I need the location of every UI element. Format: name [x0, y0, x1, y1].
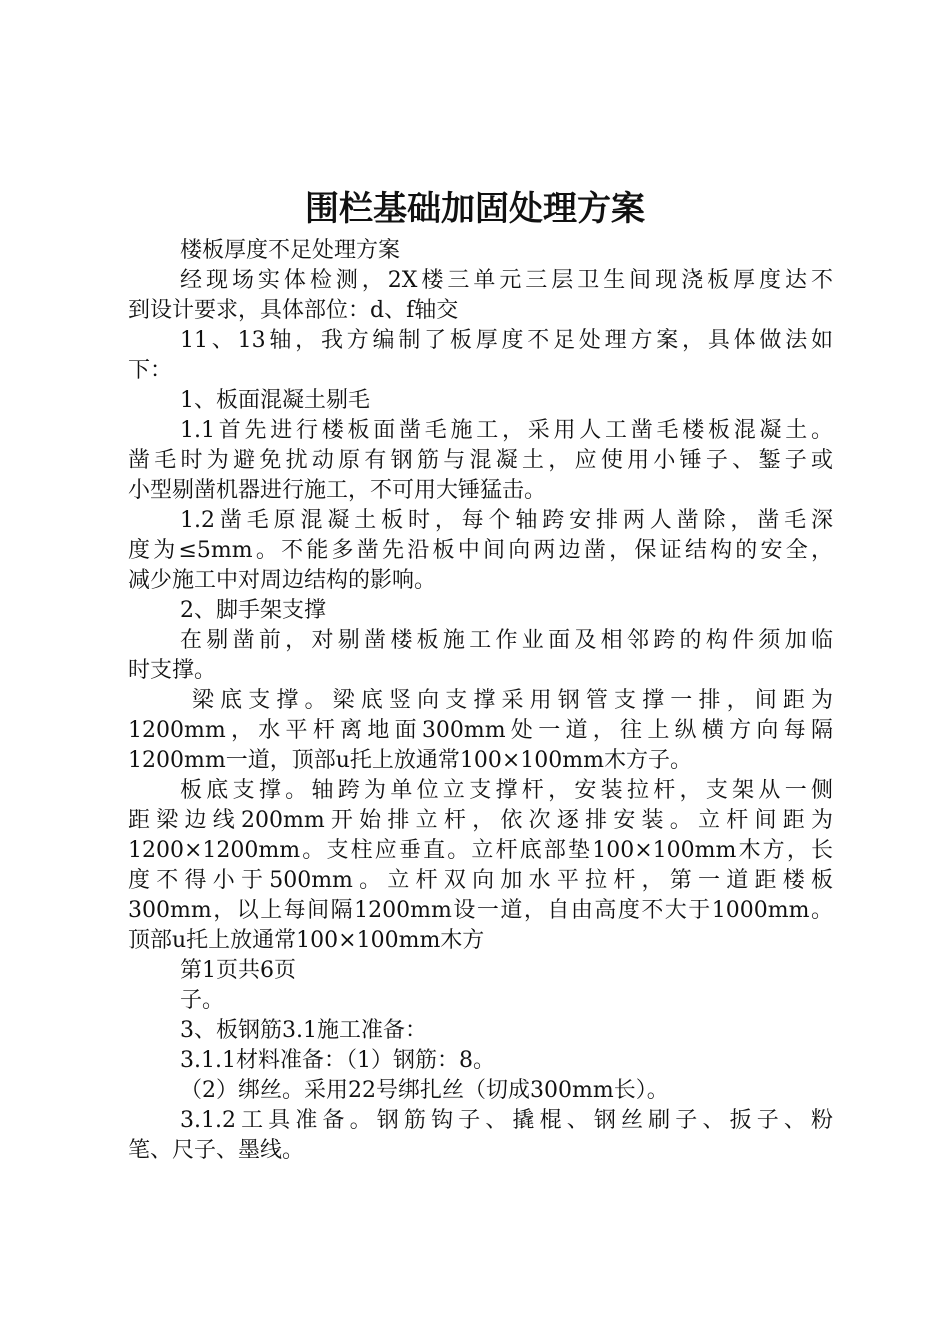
paragraph-line: 时支撑。	[128, 658, 217, 683]
paragraph-line: 笔、尺子、墨线。	[128, 1138, 305, 1163]
paragraph-line: 1.1首先进行楼板面凿毛施工，采用人工凿毛楼板混凝土。	[180, 418, 833, 443]
paragraph-line: 板底支撑。轴跨为单位立支撑杆，安装拉杆，支架从一侧	[180, 778, 833, 803]
paragraph-line: 11、13轴，我方编制了板厚度不足处理方案，具体做法如	[180, 328, 833, 353]
paragraph-line: 300mm，以上每间隔1200mm设一道，自由高度不大于1000mm。	[128, 898, 833, 923]
document-body	[128, 236, 833, 1166]
page-footer: 第1页共6页	[180, 958, 296, 983]
paragraph-line: 3.1.2工具准备。钢筋钩子、撬棍、钢丝刷子、扳子、粉	[180, 1108, 833, 1133]
paragraph-line: （2）绑丝。采用22号绑扎丝（切成300mm长）。	[180, 1078, 669, 1103]
paragraph-line: 度不得小于500mm。立杆双向加水平拉杆，第一道距楼板	[128, 868, 833, 893]
paragraph-line: 下：	[128, 358, 173, 383]
paragraph-line: 距梁边线200mm开始排立杆，依次逐排安装。立杆间距为	[128, 808, 833, 833]
paragraph-line: 小型剔凿机器进行施工，不可用大锤猛击。	[128, 478, 547, 503]
section-heading-surface-chiseling: 1、板面混凝土剔毛	[180, 388, 370, 413]
paragraph-line: 1200mm，水平杆离地面300mm处一道，往上纵横方向每隔	[128, 718, 833, 743]
section-heading-scaffold-support: 2、脚手架支撑	[180, 598, 326, 623]
paragraph-line: 度为≤5mm。不能多凿先沿板中间向两边凿，保证结构的安全，	[128, 538, 833, 563]
paragraph-line: 1200mm一道，顶部u托上放通常100×100mm木方子。	[128, 748, 693, 773]
section-heading-slab-thickness: 楼板厚度不足处理方案	[180, 238, 401, 263]
paragraph-line: 1.2凿毛原混凝土板时，每个轴跨安排两人凿除，凿毛深	[180, 508, 833, 533]
section-heading-slab-rebar: 3、板钢筋3.1施工准备：	[180, 1018, 427, 1043]
paragraph-line: 1200×1200mm。支柱应垂直。立杆底部垫100×100mm木方，长	[128, 838, 833, 863]
paragraph-line: 梁底支撑。梁底竖向支撑采用钢管支撑一排，间距为	[192, 688, 833, 713]
paragraph-line: 经现场实体检测，2X楼三单元三层卫生间现浇板厚度达不	[180, 268, 833, 293]
paragraph-line: 在剔凿前，对剔凿楼板施工作业面及相邻跨的构件须加临	[180, 628, 833, 653]
paragraph-line: 顶部u托上放通常100×100mm木方	[128, 928, 485, 953]
paragraph-line: 到设计要求，具体部位：d、f轴交	[128, 298, 459, 323]
document-title: 围栏基础加固处理方案	[305, 189, 645, 229]
paragraph-line: 凿毛时为避免扰动原有钢筋与混凝土，应使用小锤子、錾子或	[128, 448, 833, 473]
paragraph-line: 减少施工中对周边结构的影响。	[128, 568, 437, 593]
paragraph-line: 子。	[180, 988, 225, 1013]
paragraph-line: 3.1.1材料准备：（1）钢筋：8。	[180, 1048, 495, 1073]
